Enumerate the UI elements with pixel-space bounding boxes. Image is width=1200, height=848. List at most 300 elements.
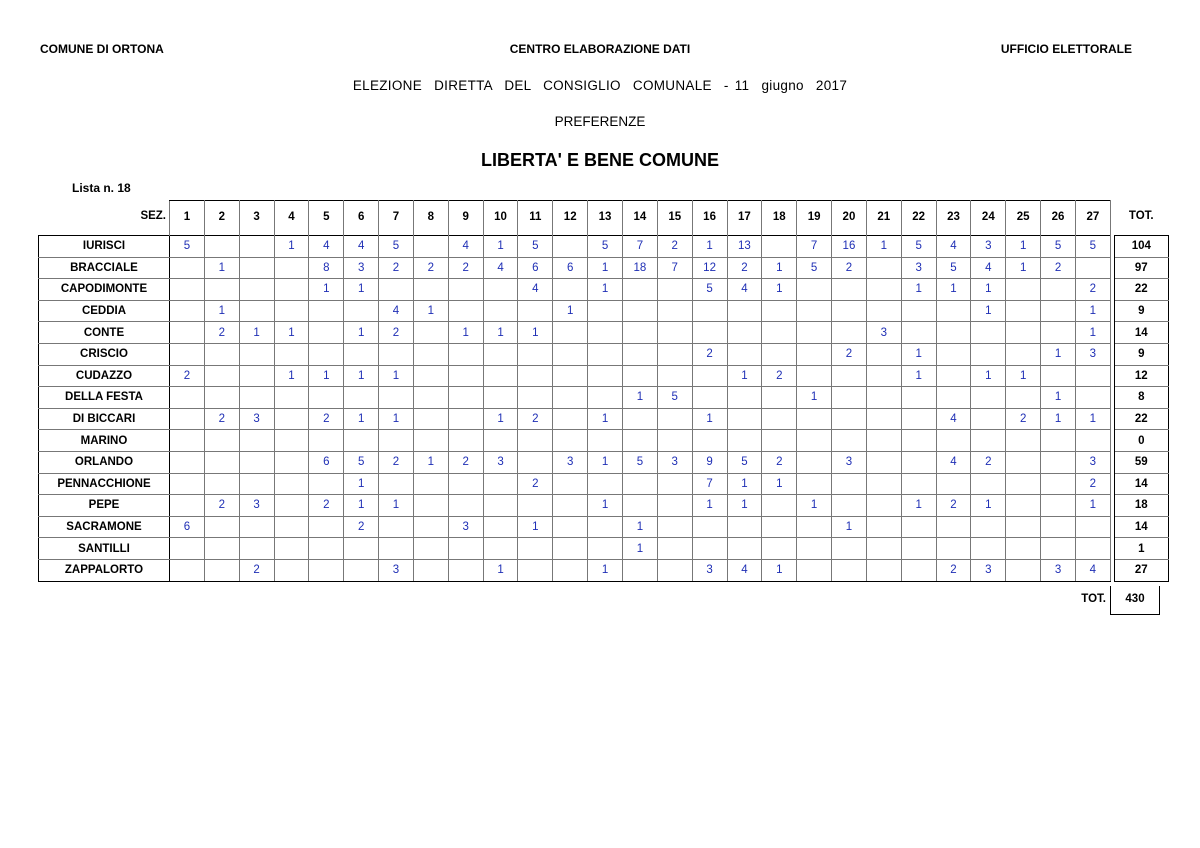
preference-cell bbox=[866, 279, 901, 301]
preference-cell bbox=[692, 430, 727, 452]
preference-cell bbox=[204, 387, 239, 409]
preference-cell bbox=[936, 343, 971, 365]
preference-cell: 1 bbox=[344, 408, 379, 430]
preference-cell bbox=[588, 322, 623, 344]
preference-cell bbox=[1006, 538, 1041, 560]
preference-cell: 1 bbox=[692, 408, 727, 430]
preference-cell: 1 bbox=[518, 516, 553, 538]
preference-cell bbox=[866, 365, 901, 387]
preference-cell bbox=[170, 343, 205, 365]
preference-cell bbox=[239, 516, 274, 538]
preference-cell: 16 bbox=[832, 236, 867, 258]
preference-cell bbox=[971, 343, 1006, 365]
preference-cell bbox=[204, 343, 239, 365]
table-row bbox=[39, 300, 1169, 322]
preference-cell bbox=[204, 365, 239, 387]
preference-cell: 2 bbox=[379, 257, 414, 279]
preference-cell bbox=[901, 322, 936, 344]
preference-cell: 2 bbox=[832, 343, 867, 365]
preference-cell: 1 bbox=[274, 365, 309, 387]
preference-cell: 1 bbox=[483, 236, 518, 258]
preference-cell: 1 bbox=[762, 473, 797, 495]
preference-cell: 1 bbox=[1075, 495, 1110, 517]
preference-cell bbox=[553, 495, 588, 517]
preference-cell bbox=[866, 408, 901, 430]
preference-cell: 1 bbox=[239, 322, 274, 344]
preference-cell bbox=[553, 279, 588, 301]
preference-cell bbox=[274, 257, 309, 279]
preference-cell bbox=[866, 300, 901, 322]
preference-cell: 2 bbox=[518, 408, 553, 430]
preference-cell bbox=[832, 538, 867, 560]
preference-cell bbox=[239, 257, 274, 279]
section-header: 19 bbox=[797, 201, 832, 233]
preference-cell: 4 bbox=[936, 451, 971, 473]
preference-cell bbox=[483, 279, 518, 301]
preference-cell bbox=[657, 365, 692, 387]
preference-cell: 4 bbox=[1075, 559, 1110, 581]
preference-cell bbox=[692, 300, 727, 322]
preference-cell bbox=[832, 387, 867, 409]
preference-cell bbox=[379, 516, 414, 538]
preference-cell bbox=[1041, 300, 1076, 322]
preference-cell bbox=[204, 430, 239, 452]
preference-cell bbox=[762, 408, 797, 430]
preference-cell bbox=[797, 538, 832, 560]
preference-cell: 1 bbox=[901, 279, 936, 301]
preference-cell: 6 bbox=[170, 516, 205, 538]
preference-cell bbox=[239, 236, 274, 258]
preference-cell bbox=[204, 516, 239, 538]
preference-cell bbox=[379, 343, 414, 365]
preference-cell: 5 bbox=[622, 451, 657, 473]
preference-cell: 4 bbox=[344, 236, 379, 258]
preference-cell: 1 bbox=[413, 451, 448, 473]
preference-cell bbox=[901, 430, 936, 452]
preference-cell bbox=[588, 387, 623, 409]
preference-cell: 4 bbox=[309, 236, 344, 258]
preference-cell: 4 bbox=[483, 257, 518, 279]
preference-cell: 1 bbox=[727, 473, 762, 495]
preference-cell bbox=[588, 430, 623, 452]
preference-cell: 5 bbox=[379, 236, 414, 258]
preference-cell: 1 bbox=[518, 322, 553, 344]
preference-cell bbox=[727, 343, 762, 365]
preference-cell: 2 bbox=[379, 322, 414, 344]
preference-cell: 2 bbox=[1075, 473, 1110, 495]
row-total: 59 bbox=[1114, 451, 1168, 473]
preference-cell bbox=[379, 538, 414, 560]
preference-cell: 2 bbox=[309, 495, 344, 517]
preference-cell bbox=[1006, 387, 1041, 409]
preference-cell: 2 bbox=[692, 343, 727, 365]
preference-cell: 2 bbox=[657, 236, 692, 258]
sez-label: SEZ. bbox=[140, 210, 166, 223]
preference-cell: 3 bbox=[692, 559, 727, 581]
preference-cell bbox=[553, 408, 588, 430]
preference-cell: 1 bbox=[448, 322, 483, 344]
preference-cell: 2 bbox=[1075, 279, 1110, 301]
preference-cell bbox=[274, 538, 309, 560]
preference-cell: 1 bbox=[309, 279, 344, 301]
preference-cell bbox=[1041, 538, 1076, 560]
preference-cell bbox=[832, 279, 867, 301]
preference-cell: 2 bbox=[448, 257, 483, 279]
preference-cell: 1 bbox=[901, 495, 936, 517]
preference-cell bbox=[170, 279, 205, 301]
preference-cell bbox=[344, 343, 379, 365]
preference-cell bbox=[1006, 473, 1041, 495]
grand-total-value: 430 bbox=[1110, 586, 1160, 615]
preference-cell: 5 bbox=[936, 257, 971, 279]
candidate-name: ZAPPALORTO bbox=[39, 559, 170, 581]
preference-cell bbox=[274, 559, 309, 581]
preference-cell: 8 bbox=[309, 257, 344, 279]
preference-cell: 2 bbox=[204, 322, 239, 344]
preference-cell bbox=[727, 430, 762, 452]
preference-cell bbox=[413, 559, 448, 581]
preference-cell bbox=[936, 538, 971, 560]
table-row bbox=[39, 365, 1169, 387]
preference-cell bbox=[448, 343, 483, 365]
preference-cell: 3 bbox=[657, 451, 692, 473]
preference-cell: 5 bbox=[1041, 236, 1076, 258]
preference-cell: 5 bbox=[797, 257, 832, 279]
preference-cell: 1 bbox=[1041, 343, 1076, 365]
preference-cell bbox=[413, 279, 448, 301]
preference-cell: 3 bbox=[1075, 451, 1110, 473]
preference-cell: 3 bbox=[483, 451, 518, 473]
preference-cell bbox=[204, 538, 239, 560]
preference-cell bbox=[413, 365, 448, 387]
preference-cell bbox=[239, 300, 274, 322]
preference-cell bbox=[588, 365, 623, 387]
preference-cell bbox=[170, 430, 205, 452]
preference-cell: 5 bbox=[170, 236, 205, 258]
preference-cell: 4 bbox=[727, 559, 762, 581]
preference-cell bbox=[1006, 343, 1041, 365]
preference-cell bbox=[622, 365, 657, 387]
preference-cell bbox=[239, 451, 274, 473]
preference-cell bbox=[727, 387, 762, 409]
preference-cell bbox=[553, 387, 588, 409]
preference-cell: 1 bbox=[866, 236, 901, 258]
preference-cell bbox=[657, 495, 692, 517]
section-header: 18 bbox=[762, 201, 797, 233]
preference-cell bbox=[971, 473, 1006, 495]
section-header: 26 bbox=[1041, 201, 1076, 233]
preference-cell: 2 bbox=[239, 559, 274, 581]
preference-cell bbox=[797, 408, 832, 430]
preference-cell bbox=[413, 408, 448, 430]
preference-cell bbox=[797, 473, 832, 495]
preference-cell bbox=[1075, 516, 1110, 538]
section-header: 13 bbox=[588, 201, 623, 233]
preference-cell bbox=[448, 387, 483, 409]
section-header: 5 bbox=[309, 201, 344, 233]
preference-cell: 1 bbox=[309, 365, 344, 387]
grand-total-label: TOT. bbox=[1081, 593, 1106, 605]
preference-cell bbox=[239, 279, 274, 301]
preference-cell: 6 bbox=[309, 451, 344, 473]
preference-cell bbox=[518, 559, 553, 581]
preference-cell bbox=[309, 322, 344, 344]
preference-cell bbox=[657, 430, 692, 452]
preference-cell bbox=[657, 516, 692, 538]
preference-cell bbox=[901, 538, 936, 560]
preference-cell bbox=[866, 473, 901, 495]
preference-cell bbox=[1075, 430, 1110, 452]
preference-cell bbox=[971, 516, 1006, 538]
preference-cell bbox=[239, 365, 274, 387]
preference-cell bbox=[727, 516, 762, 538]
table-row bbox=[39, 257, 1169, 279]
preference-cell bbox=[832, 322, 867, 344]
section-header: 2 bbox=[204, 201, 239, 233]
preference-cell bbox=[379, 430, 414, 452]
section-header: 6 bbox=[344, 201, 379, 233]
preference-cell bbox=[797, 279, 832, 301]
preference-cell bbox=[413, 430, 448, 452]
preference-cell bbox=[204, 559, 239, 581]
preference-cell bbox=[170, 257, 205, 279]
preference-cell: 1 bbox=[971, 495, 1006, 517]
preference-cell: 2 bbox=[379, 451, 414, 473]
preference-cell: 1 bbox=[379, 495, 414, 517]
table-row bbox=[39, 343, 1169, 365]
preference-cell bbox=[448, 365, 483, 387]
table-row bbox=[39, 473, 1169, 495]
preference-cell bbox=[553, 559, 588, 581]
preference-cell bbox=[936, 365, 971, 387]
preference-cell: 1 bbox=[1075, 408, 1110, 430]
preference-cell bbox=[971, 387, 1006, 409]
preference-cell bbox=[797, 365, 832, 387]
preference-cell: 1 bbox=[692, 495, 727, 517]
preference-cell bbox=[483, 538, 518, 560]
preference-cell bbox=[901, 516, 936, 538]
preference-cell bbox=[797, 430, 832, 452]
preference-cell bbox=[762, 516, 797, 538]
row-total: 22 bbox=[1114, 279, 1168, 301]
preference-cell: 4 bbox=[448, 236, 483, 258]
preference-cell: 1 bbox=[622, 516, 657, 538]
preference-cell bbox=[413, 538, 448, 560]
preference-cell bbox=[1041, 322, 1076, 344]
preference-cell bbox=[344, 430, 379, 452]
preference-cell: 4 bbox=[727, 279, 762, 301]
row-total: 8 bbox=[1114, 387, 1168, 409]
preference-cell: 3 bbox=[239, 495, 274, 517]
table-row bbox=[39, 451, 1169, 473]
preference-cell: 1 bbox=[901, 365, 936, 387]
preference-cell bbox=[274, 516, 309, 538]
preference-cell bbox=[622, 430, 657, 452]
preference-cell bbox=[692, 387, 727, 409]
preference-cell bbox=[309, 473, 344, 495]
preference-cell bbox=[483, 516, 518, 538]
preference-cell: 1 bbox=[1075, 300, 1110, 322]
preference-cell bbox=[762, 495, 797, 517]
preference-cell bbox=[797, 516, 832, 538]
preference-cell bbox=[309, 516, 344, 538]
preference-cell bbox=[553, 538, 588, 560]
preference-cell bbox=[483, 473, 518, 495]
preference-cell bbox=[1006, 451, 1041, 473]
preference-cell bbox=[901, 473, 936, 495]
table-header-row bbox=[39, 201, 1169, 233]
preference-cell bbox=[797, 322, 832, 344]
row-total: 18 bbox=[1114, 495, 1168, 517]
section-header: 12 bbox=[553, 201, 588, 233]
preference-cell bbox=[553, 343, 588, 365]
preference-cell bbox=[379, 387, 414, 409]
preference-cell: 2 bbox=[344, 516, 379, 538]
preference-cell bbox=[344, 538, 379, 560]
preference-cell: 1 bbox=[344, 279, 379, 301]
preference-cell bbox=[553, 365, 588, 387]
preference-cell bbox=[518, 300, 553, 322]
row-total: 104 bbox=[1114, 236, 1168, 258]
preference-cell bbox=[622, 322, 657, 344]
preference-cell bbox=[413, 236, 448, 258]
preference-cell bbox=[762, 236, 797, 258]
preference-cell: 1 bbox=[1006, 236, 1041, 258]
preference-cell bbox=[901, 451, 936, 473]
preference-cell bbox=[657, 538, 692, 560]
preference-cell bbox=[204, 473, 239, 495]
preference-cell bbox=[971, 430, 1006, 452]
preference-cell bbox=[727, 322, 762, 344]
preference-cell bbox=[1041, 365, 1076, 387]
preference-cell bbox=[170, 559, 205, 581]
preference-cell: 7 bbox=[657, 257, 692, 279]
preference-cell bbox=[866, 516, 901, 538]
preference-cell bbox=[413, 322, 448, 344]
preference-cell: 1 bbox=[413, 300, 448, 322]
list-number: Lista n. 18 bbox=[72, 181, 131, 195]
preference-cell bbox=[274, 300, 309, 322]
preference-cell bbox=[274, 473, 309, 495]
preference-cell bbox=[901, 408, 936, 430]
section-header: 27 bbox=[1075, 201, 1110, 233]
preference-cell bbox=[1006, 322, 1041, 344]
preference-cell: 2 bbox=[1006, 408, 1041, 430]
preference-cell: 1 bbox=[797, 495, 832, 517]
section-header: 21 bbox=[866, 201, 901, 233]
preference-cell bbox=[657, 322, 692, 344]
preference-cell: 1 bbox=[483, 408, 518, 430]
candidate-name: PENNACCHIONE bbox=[39, 473, 170, 495]
preference-cell: 1 bbox=[797, 387, 832, 409]
preference-cell: 5 bbox=[727, 451, 762, 473]
row-total: 22 bbox=[1114, 408, 1168, 430]
preference-cell: 1 bbox=[588, 257, 623, 279]
preference-cell bbox=[413, 495, 448, 517]
section-header: 22 bbox=[901, 201, 936, 233]
preference-cell bbox=[379, 473, 414, 495]
table-row bbox=[39, 279, 1169, 301]
preference-cell: 9 bbox=[692, 451, 727, 473]
preference-cell bbox=[1041, 451, 1076, 473]
row-total: 9 bbox=[1114, 300, 1168, 322]
preference-cell bbox=[170, 473, 205, 495]
preference-cell: 3 bbox=[239, 408, 274, 430]
preference-cell: 1 bbox=[1006, 365, 1041, 387]
preference-cell bbox=[657, 559, 692, 581]
preference-cell: 1 bbox=[553, 300, 588, 322]
preference-cell: 2 bbox=[204, 408, 239, 430]
preference-cell bbox=[1041, 430, 1076, 452]
preference-cell bbox=[901, 387, 936, 409]
preference-cell bbox=[518, 365, 553, 387]
preference-cell bbox=[1006, 559, 1041, 581]
preference-cell: 3 bbox=[379, 559, 414, 581]
preference-cell bbox=[448, 495, 483, 517]
preference-cell: 1 bbox=[1075, 322, 1110, 344]
preference-cell bbox=[239, 430, 274, 452]
preference-cell bbox=[518, 430, 553, 452]
preference-cell bbox=[797, 343, 832, 365]
preference-cell bbox=[309, 538, 344, 560]
preference-cell bbox=[518, 451, 553, 473]
preference-cell bbox=[1041, 279, 1076, 301]
preference-cell bbox=[866, 495, 901, 517]
preference-cell bbox=[1041, 495, 1076, 517]
preference-cell: 3 bbox=[1075, 343, 1110, 365]
preference-cell bbox=[866, 257, 901, 279]
section-header: 10 bbox=[483, 201, 518, 233]
preference-cell bbox=[274, 408, 309, 430]
preference-cell: 1 bbox=[588, 408, 623, 430]
table-row bbox=[39, 495, 1169, 517]
preference-cell: 3 bbox=[832, 451, 867, 473]
preference-cell bbox=[274, 279, 309, 301]
preference-cell bbox=[1006, 516, 1041, 538]
row-total: 14 bbox=[1114, 473, 1168, 495]
row-total: 14 bbox=[1114, 322, 1168, 344]
candidate-name: CRISCIO bbox=[39, 343, 170, 365]
election-title: ELEZIONE DIRETTA DEL CONSIGLIO COMUNALE - 11 giugno 2017 bbox=[352, 78, 848, 93]
preference-cell bbox=[518, 387, 553, 409]
preference-cell: 3 bbox=[901, 257, 936, 279]
preference-cell: 1 bbox=[379, 408, 414, 430]
table-row bbox=[39, 559, 1169, 581]
preference-cell bbox=[832, 430, 867, 452]
preference-cell: 2 bbox=[309, 408, 344, 430]
preference-cell bbox=[448, 430, 483, 452]
preference-cell bbox=[413, 473, 448, 495]
section-header: 17 bbox=[727, 201, 762, 233]
preference-cell: 5 bbox=[518, 236, 553, 258]
preference-cell bbox=[657, 473, 692, 495]
preference-cell: 2 bbox=[762, 365, 797, 387]
preference-cell: 1 bbox=[344, 495, 379, 517]
preference-cell: 2 bbox=[727, 257, 762, 279]
preference-cell: 1 bbox=[1041, 408, 1076, 430]
preference-cell: 1 bbox=[588, 559, 623, 581]
preference-cell bbox=[170, 451, 205, 473]
table-row bbox=[39, 236, 1169, 258]
section-header: 23 bbox=[936, 201, 971, 233]
preference-cell bbox=[170, 408, 205, 430]
preference-cell bbox=[832, 495, 867, 517]
preference-cell bbox=[901, 300, 936, 322]
preference-cell: 7 bbox=[692, 473, 727, 495]
preference-cell bbox=[1075, 538, 1110, 560]
preference-cell: 6 bbox=[553, 257, 588, 279]
preference-cell bbox=[239, 387, 274, 409]
